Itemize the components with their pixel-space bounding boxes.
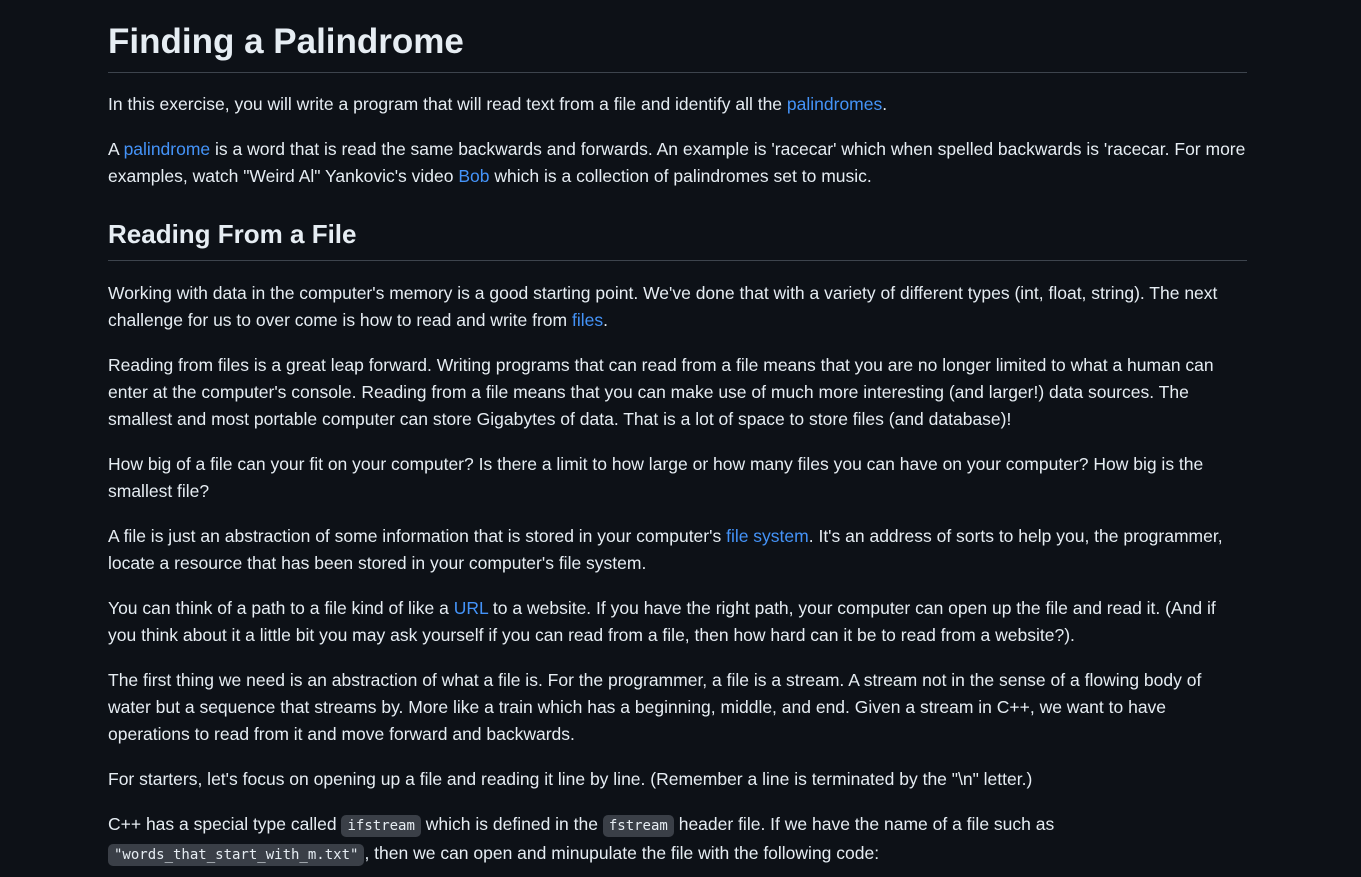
stream-paragraph: The first thing we need is an abstraction of what a file is. For the programmer, a file is a stream. A stream not in the sense of a flowing body of water but a sequence that streams by. More like a train which has a beginning, middle, and end. Given a stream in C++, we want to have operations to read from it and move forward and backwards. bbox=[108, 670, 1202, 744]
fstream-code: fstream bbox=[603, 815, 674, 837]
para2-text-3: which is a collection of palindromes set to music. bbox=[489, 166, 872, 186]
ifstream-code: ifstream bbox=[341, 815, 420, 837]
palindrome-definition-paragraph bbox=[108, 136, 1247, 190]
intro-text-2: . bbox=[882, 94, 888, 114]
s4-text-2: . It's an address of sorts to help you, the programmer, locate a resource that has been stored in your computer's file system. bbox=[108, 526, 1223, 573]
starters-paragraph: For starters, let's focus on opening up a file and reading it line by line. (Remember a line is terminated by the "\n" letter.) bbox=[108, 769, 1033, 789]
intro-paragraph bbox=[108, 91, 1247, 118]
s8-text-4: , then we can open and minupulate the file with the following code: bbox=[364, 843, 880, 863]
palindromes-link[interactable]: palindromes bbox=[786, 94, 883, 114]
file-abstraction-paragraph bbox=[108, 523, 1247, 577]
para2-text-1: A bbox=[108, 139, 124, 159]
path-paragraph bbox=[108, 595, 1247, 649]
s1-text-2: . bbox=[603, 310, 608, 330]
ifstream-paragraph bbox=[108, 811, 1247, 869]
filename-code: "words_that_start_with_m.txt" bbox=[108, 844, 364, 866]
reading-files-paragraph: Reading from files is a great leap forward. Writing programs that can read from a file means that you are no longer limited to what a human can enter at the computer's console. Reading from a file means that you can make use of much more interesting (and larger!) data sources. The smallest and most portable computer can store Gigabytes of data. That is a lot of space to store files (and database)! bbox=[108, 355, 1214, 429]
bob-video-link[interactable]: Bob bbox=[458, 166, 490, 186]
s5-text-1: You can think of a path to a file kind of like a bbox=[108, 598, 454, 618]
s5-text-2: to a website. If you have the right path, your computer can open up the file and read it. (And if you think about it a little bit you may ask yourself if you can read from a file, then how hard can it be to read from a website?). bbox=[108, 598, 1216, 645]
s1-text-1: Working with data in the computer's memory is a good starting point. We've done that with a variety of different types (int, float, string). The next challenge for us to over come is how to read and write from bbox=[108, 283, 1218, 330]
document bbox=[108, 0, 1247, 869]
page-title: Finding a Palindrome bbox=[108, 0, 1247, 73]
section-heading: Reading From a File bbox=[108, 218, 1247, 261]
file-size-paragraph: How big of a file can your fit on your computer? Is there a limit to how large or how many files you can have on your computer? How big is the smallest file? bbox=[108, 454, 1204, 501]
files-link[interactable]: files bbox=[571, 310, 604, 330]
file-system-link[interactable]: file system bbox=[726, 526, 809, 546]
para2-text-2: is a word that is read the same backwards and forwards. An example is 'racecar' which when spelled backwards is 'racecar. For more examples, watch "Weird Al" Yankovic's video bbox=[108, 139, 1246, 186]
s8-text-2: which is defined in the bbox=[420, 814, 603, 834]
intro-text-1: In this exercise, you will write a program that will read text from a file and identify all the bbox=[108, 94, 787, 114]
url-link[interactable]: URL bbox=[453, 598, 489, 618]
palindrome-link[interactable]: palindrome bbox=[123, 139, 211, 159]
memory-paragraph bbox=[108, 280, 1247, 334]
s8-text-3: header file. If we have the name of a file such as bbox=[673, 814, 1055, 834]
s4-text-1: A file is just an abstraction of some information that is stored in your computer's bbox=[108, 526, 727, 546]
s8-text-1: C++ has a special type called bbox=[108, 814, 342, 834]
